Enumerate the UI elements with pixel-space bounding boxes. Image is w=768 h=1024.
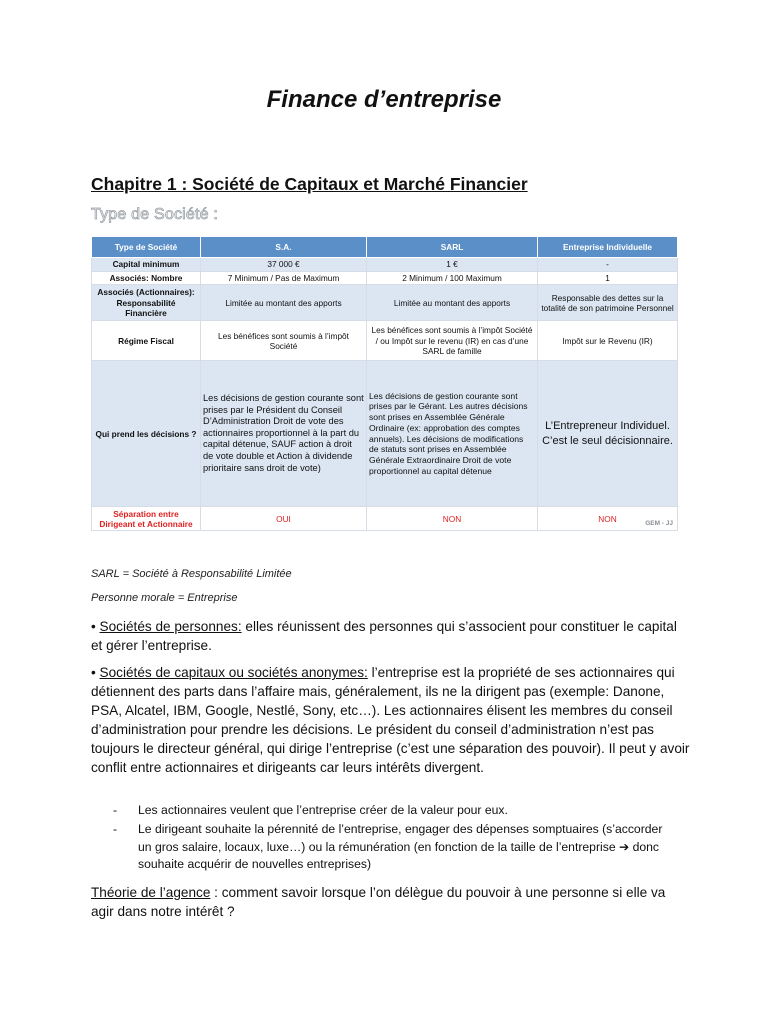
table-cell: Les bénéfices sont soumis à l’impôt Société (201, 321, 367, 361)
personne-morale-note: Personne morale = Entreprise (91, 592, 238, 604)
row-label: Capital minimum (92, 258, 201, 272)
paragraph-text: elles réunissent des personnes qui s’associent pour constituer le capital et gérer l’entreprise. (91, 619, 677, 653)
paragraph-theorie-agence (91, 883, 691, 921)
table-row (92, 321, 678, 361)
table-header-row (92, 237, 678, 258)
table-cell: OUI (201, 507, 367, 531)
term-theorie-agence: Théorie de l’agence (91, 885, 211, 900)
table-watermark: GEM - JJ (645, 520, 673, 528)
table-caption: Type de Société : (91, 206, 219, 223)
separation-entreprise-value: NON (598, 513, 617, 524)
list-item (113, 802, 673, 819)
table-cell: 1 € (367, 258, 538, 272)
term-societes-capitaux: Sociétés de capitaux ou sociétés anonymes: (99, 665, 368, 680)
header-cell: Type de Société (92, 237, 201, 258)
paragraph-text: l’entreprise est la propriété de ses actionnaires qui détiennent des parts dans l’affaire mais, généralement, ils ne la dirigent pas (exemple: Danone, PSA, Alcatel, IBM, Google, Nestlé, Sony, etc…). Les actionnaires élisent les membres du conseil d’administration pour prendre les décisions. Le président du conseil d’administration n’est pas toujours le directeur général, qui dirige l’entreprise (c’est une séparation des pouvoir). Il peut y avoir conflit entre actionnaires et dirigeants car leurs intérêts divergent. (91, 665, 690, 775)
table-cell: 7 Minimum / Pas de Maximum (201, 272, 367, 285)
row-label: Associés: Nombre (92, 272, 201, 285)
bullet: • (91, 665, 96, 680)
paragraph-societes-personnes (91, 617, 691, 655)
table-row (92, 258, 678, 272)
row-label: Régime Fiscal (92, 321, 201, 361)
list-item-text: Les actionnaires veulent que l’entreprise créer de la valeur pour eux. (138, 803, 508, 817)
list-item (113, 821, 673, 873)
paragraph-text: : comment savoir lorsque l’on délègue du pouvoir à une personne si elle va agir dans notre intérêt ? (91, 885, 666, 919)
table-cell: NON (367, 507, 538, 531)
table-cell: 1 (538, 272, 678, 285)
table-cell: Limitée au montant des apports (201, 285, 367, 321)
table-cell: Impôt sur le Revenu (IR) (538, 321, 678, 361)
table-cell: - (538, 258, 678, 272)
table-cell: Responsable des dettes sur la totalité de son patrimoine Personnel (538, 285, 678, 321)
row-label: Qui prend les décisions ? (92, 361, 201, 507)
table-row (92, 285, 678, 321)
chapter-heading: Chapitre 1 : Société de Capitaux et Marché Financier (91, 174, 528, 194)
paragraph-societes-capitaux (91, 663, 691, 777)
row-label: Associés (Actionnaires): Responsabilité Financière (92, 285, 201, 321)
row-label: Séparation entre Dirigeant et Actionnaire (92, 507, 201, 531)
company-types-table (91, 236, 678, 531)
table-cell: Les bénéfices sont soumis à l’impôt Société / ou Impôt sur le revenu (IR) en cas d’une SARL de famille (367, 321, 538, 361)
document-title: Finance d’entreprise (266, 86, 502, 113)
header-cell: Entreprise Individuelle (538, 237, 678, 258)
table-cell: 2 Minimum / 100 Maximum (367, 272, 538, 285)
dash-marker: - (113, 822, 118, 837)
sarl-note: SARL = Société à Responsabilité Limitée (91, 568, 292, 580)
table-cell: Limitée au montant des apports (367, 285, 538, 321)
header-cell: S.A. (201, 237, 367, 258)
list-item-text: Le dirigeant souhaite la pérennité de l’entreprise, engager des dépenses somptuaires (s’accorder un gros salaire, locaux, luxe…) ou la rémunération (en fonction de la taille de l’entreprise ➔ donc souhaite acquérir de nouvelles entreprises) (138, 822, 663, 871)
conflict-list (113, 802, 673, 875)
table-cell (538, 507, 678, 531)
term-societes-personnes: Sociétés de personnes: (99, 619, 242, 634)
table-row (92, 507, 678, 531)
table-cell: Les décisions de gestion courante sont prises par le Gérant. Les autres décisions sont prises en Assemblée Générale Ordinaire (ex: approbation des comptes annuels). Les décisions de modifications de statuts sont prises en Assemblée Générale Extraordinaire Droit de vote proportionnel au capital détenue (367, 361, 538, 507)
table-row (92, 361, 678, 507)
bullet: • (91, 619, 96, 634)
table-cell: 37 000 € (201, 258, 367, 272)
dash-marker: - (113, 803, 118, 817)
table-cell: Les décisions de gestion courante sont prises par le Président du Conseil D’Administration Droit de vote des actionnaires proportionnel à la part du capital détenue, SAUF action à droit de vote double et Action à dividende prioritaire sans droit de vote) (201, 361, 367, 507)
table-cell: L’Entrepreneur Individuel. C’est le seul décisionnaire. (538, 361, 678, 507)
header-cell: SARL (367, 237, 538, 258)
table-row (92, 272, 678, 285)
